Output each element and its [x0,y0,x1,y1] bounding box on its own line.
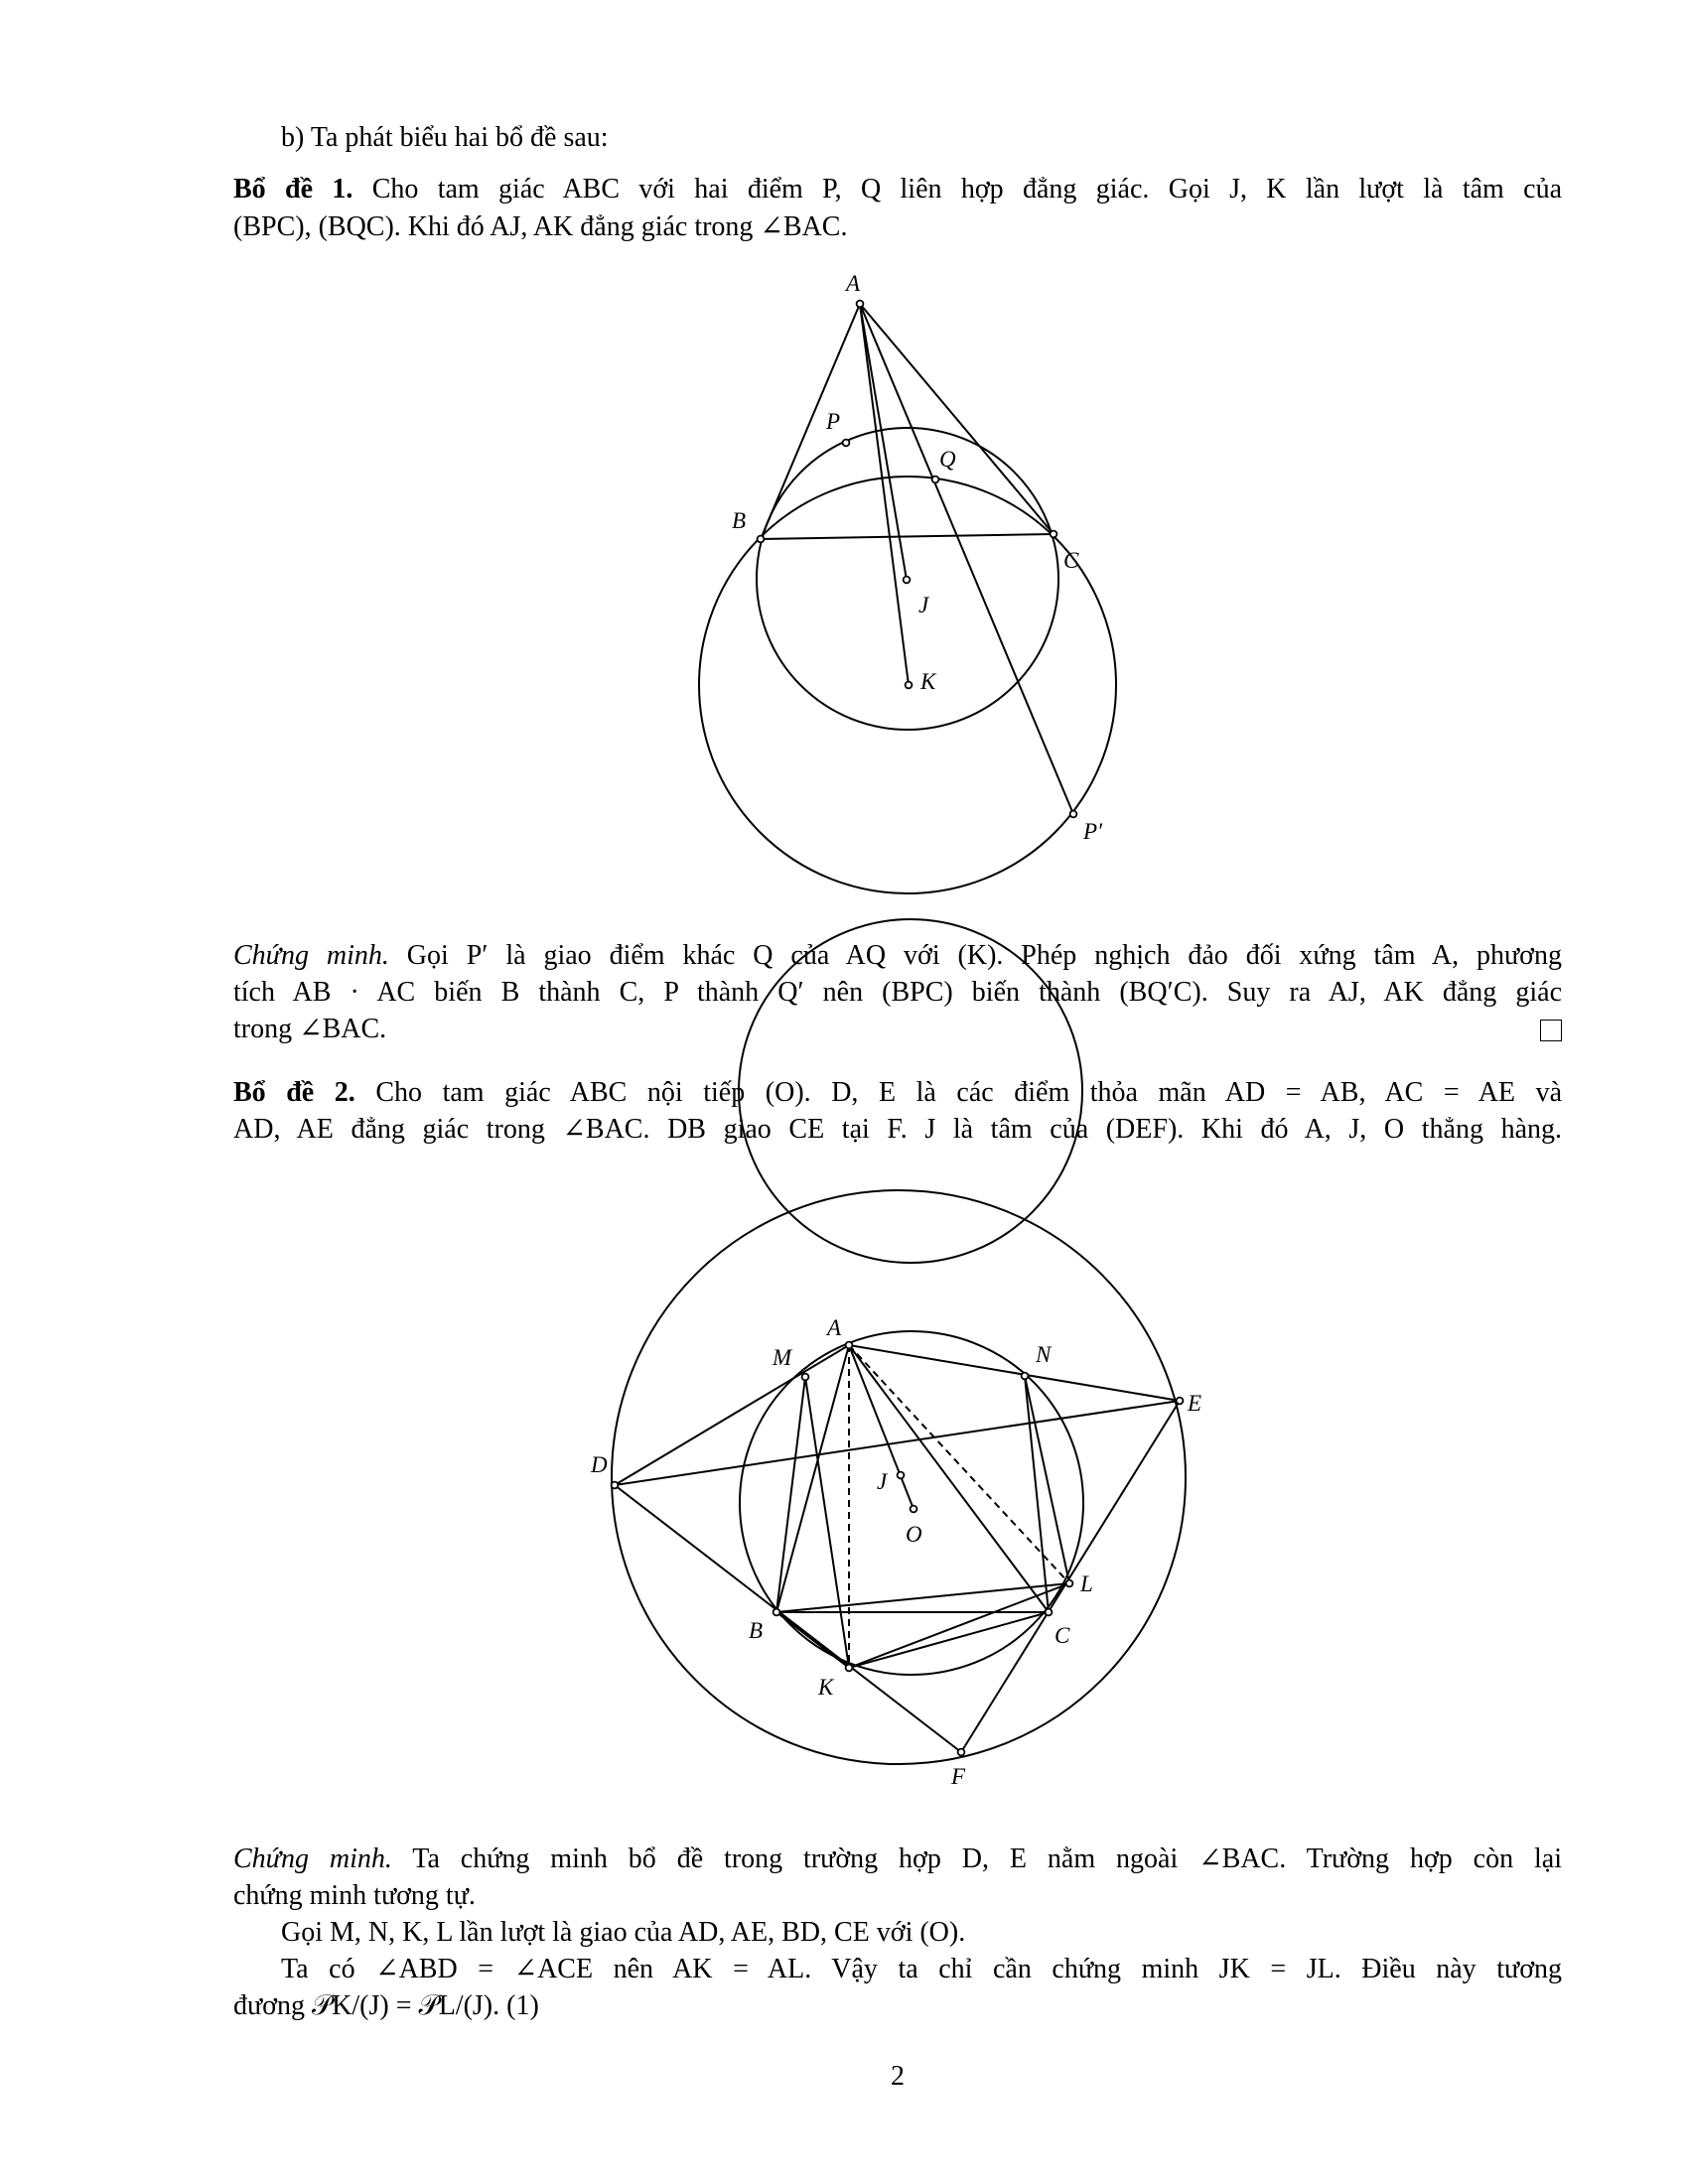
proof2-head: Chứng minh. [233,1843,392,1874]
segment-de [615,1401,1180,1485]
label-b: B [749,1618,764,1643]
intro-line: b) Ta phát biểu hai bổ đề sau: [281,122,609,153]
lemma1-text1: Cho tam giác ABC với hai điểm P, Q liên hợp đẳng giác. Gọi J, K lần lượt là tâm của [371,174,1563,205]
lemma2-title: Bổ đề 2. [233,1077,355,1108]
label-o: O [906,1522,922,1547]
label-j: J [918,593,929,617]
point-k [846,1665,853,1672]
label-d: D [591,1452,608,1477]
proof2-text1: Ta chứng minh bổ đề trong trường hợp D, E nằm ngoài ∠BAC. Trường hợp còn lại [412,1843,1563,1874]
label-f: F [951,1764,966,1789]
point-j [898,1472,905,1479]
label-l: L [1080,1571,1093,1596]
proof1-line2: tích AB · AC biến B thành C, P thành Q′ nên (BPC) biến thành (BQ′C). Suy ra AJ, AK đẳng giác [233,977,1562,1008]
segment-mb [776,1377,805,1612]
lemma1-title: Bổ đề 1. [233,174,353,205]
label-a: A [827,1315,842,1340]
point-l [1066,1580,1073,1587]
proof2-line4: Ta có ∠ABD = ∠ACE nên AK = AL. Vậy ta chỉ cần chứng minh JK = JL. Điều này tương [281,1954,1562,1984]
point-o [911,1506,917,1513]
segment-mk [805,1377,849,1668]
label-p-prime: P′ [1083,819,1103,844]
path-d-a-e [615,1345,1180,1485]
page-number: 2 [891,2061,905,2092]
point-f [958,1749,965,1756]
label-m: M [773,1345,792,1370]
proof1-text1: Gọi P′ là giao điểm khác Q của AQ với (K). Phép nghịch đảo đối xứng tâm A, phương [406,940,1562,971]
label-k: K [818,1675,834,1700]
label-q: Q [939,447,956,472]
segment-nl [1025,1376,1069,1583]
segment-bk [776,1612,849,1668]
point-d [612,1482,619,1489]
label-c: C [1055,1623,1070,1648]
lemma2-text1: Cho tam giác ABC nội tiếp (O). D, E là các điểm thỏa mãn AD = AB, AC = AE và [375,1077,1563,1108]
lemma2-line2: AD, AE đẳng giác trong ∠BAC. DB giao CE tại F. J là tâm của (DEF). Khi đó A, J, O thẳng hàng. [233,1114,1562,1145]
point-a [846,1342,853,1349]
segment-nc [1025,1376,1049,1612]
label-e: E [1188,1391,1202,1416]
proof1-text3: trong ∠BAC. [233,1014,387,1044]
segment-ef [961,1401,1180,1752]
label-j: J [877,1469,888,1494]
label-k: K [920,669,936,694]
point-b [774,1609,780,1616]
label-p: P [826,409,841,434]
point-e [1177,1398,1184,1405]
point-n [1022,1373,1029,1380]
point-c [1046,1609,1053,1616]
label-c: C [1063,548,1079,573]
segment-kl [849,1583,1069,1668]
proof2-line5: đương 𝒫K/(J) = 𝒫L/(J). (1) [233,1990,539,2021]
point-m [802,1374,809,1381]
proof1-head: Chứng minh. [233,940,389,971]
label-a: A [846,271,861,296]
label-b: B [732,508,747,533]
segment-al-dashed [849,1345,1069,1583]
label-n: N [1036,1342,1052,1367]
segment-bl [776,1583,1069,1612]
lemma1-line2: (BPC), (BQC). Khi đó AJ, AK đẳng giác trong ∠BAC. [233,211,848,242]
proof2-line2: chứng minh tương tự. [233,1880,476,1911]
proof2-line3: Gọi M, N, K, L lần lượt là giao của AD, AE, BD, CE với (O). [281,1917,966,1948]
